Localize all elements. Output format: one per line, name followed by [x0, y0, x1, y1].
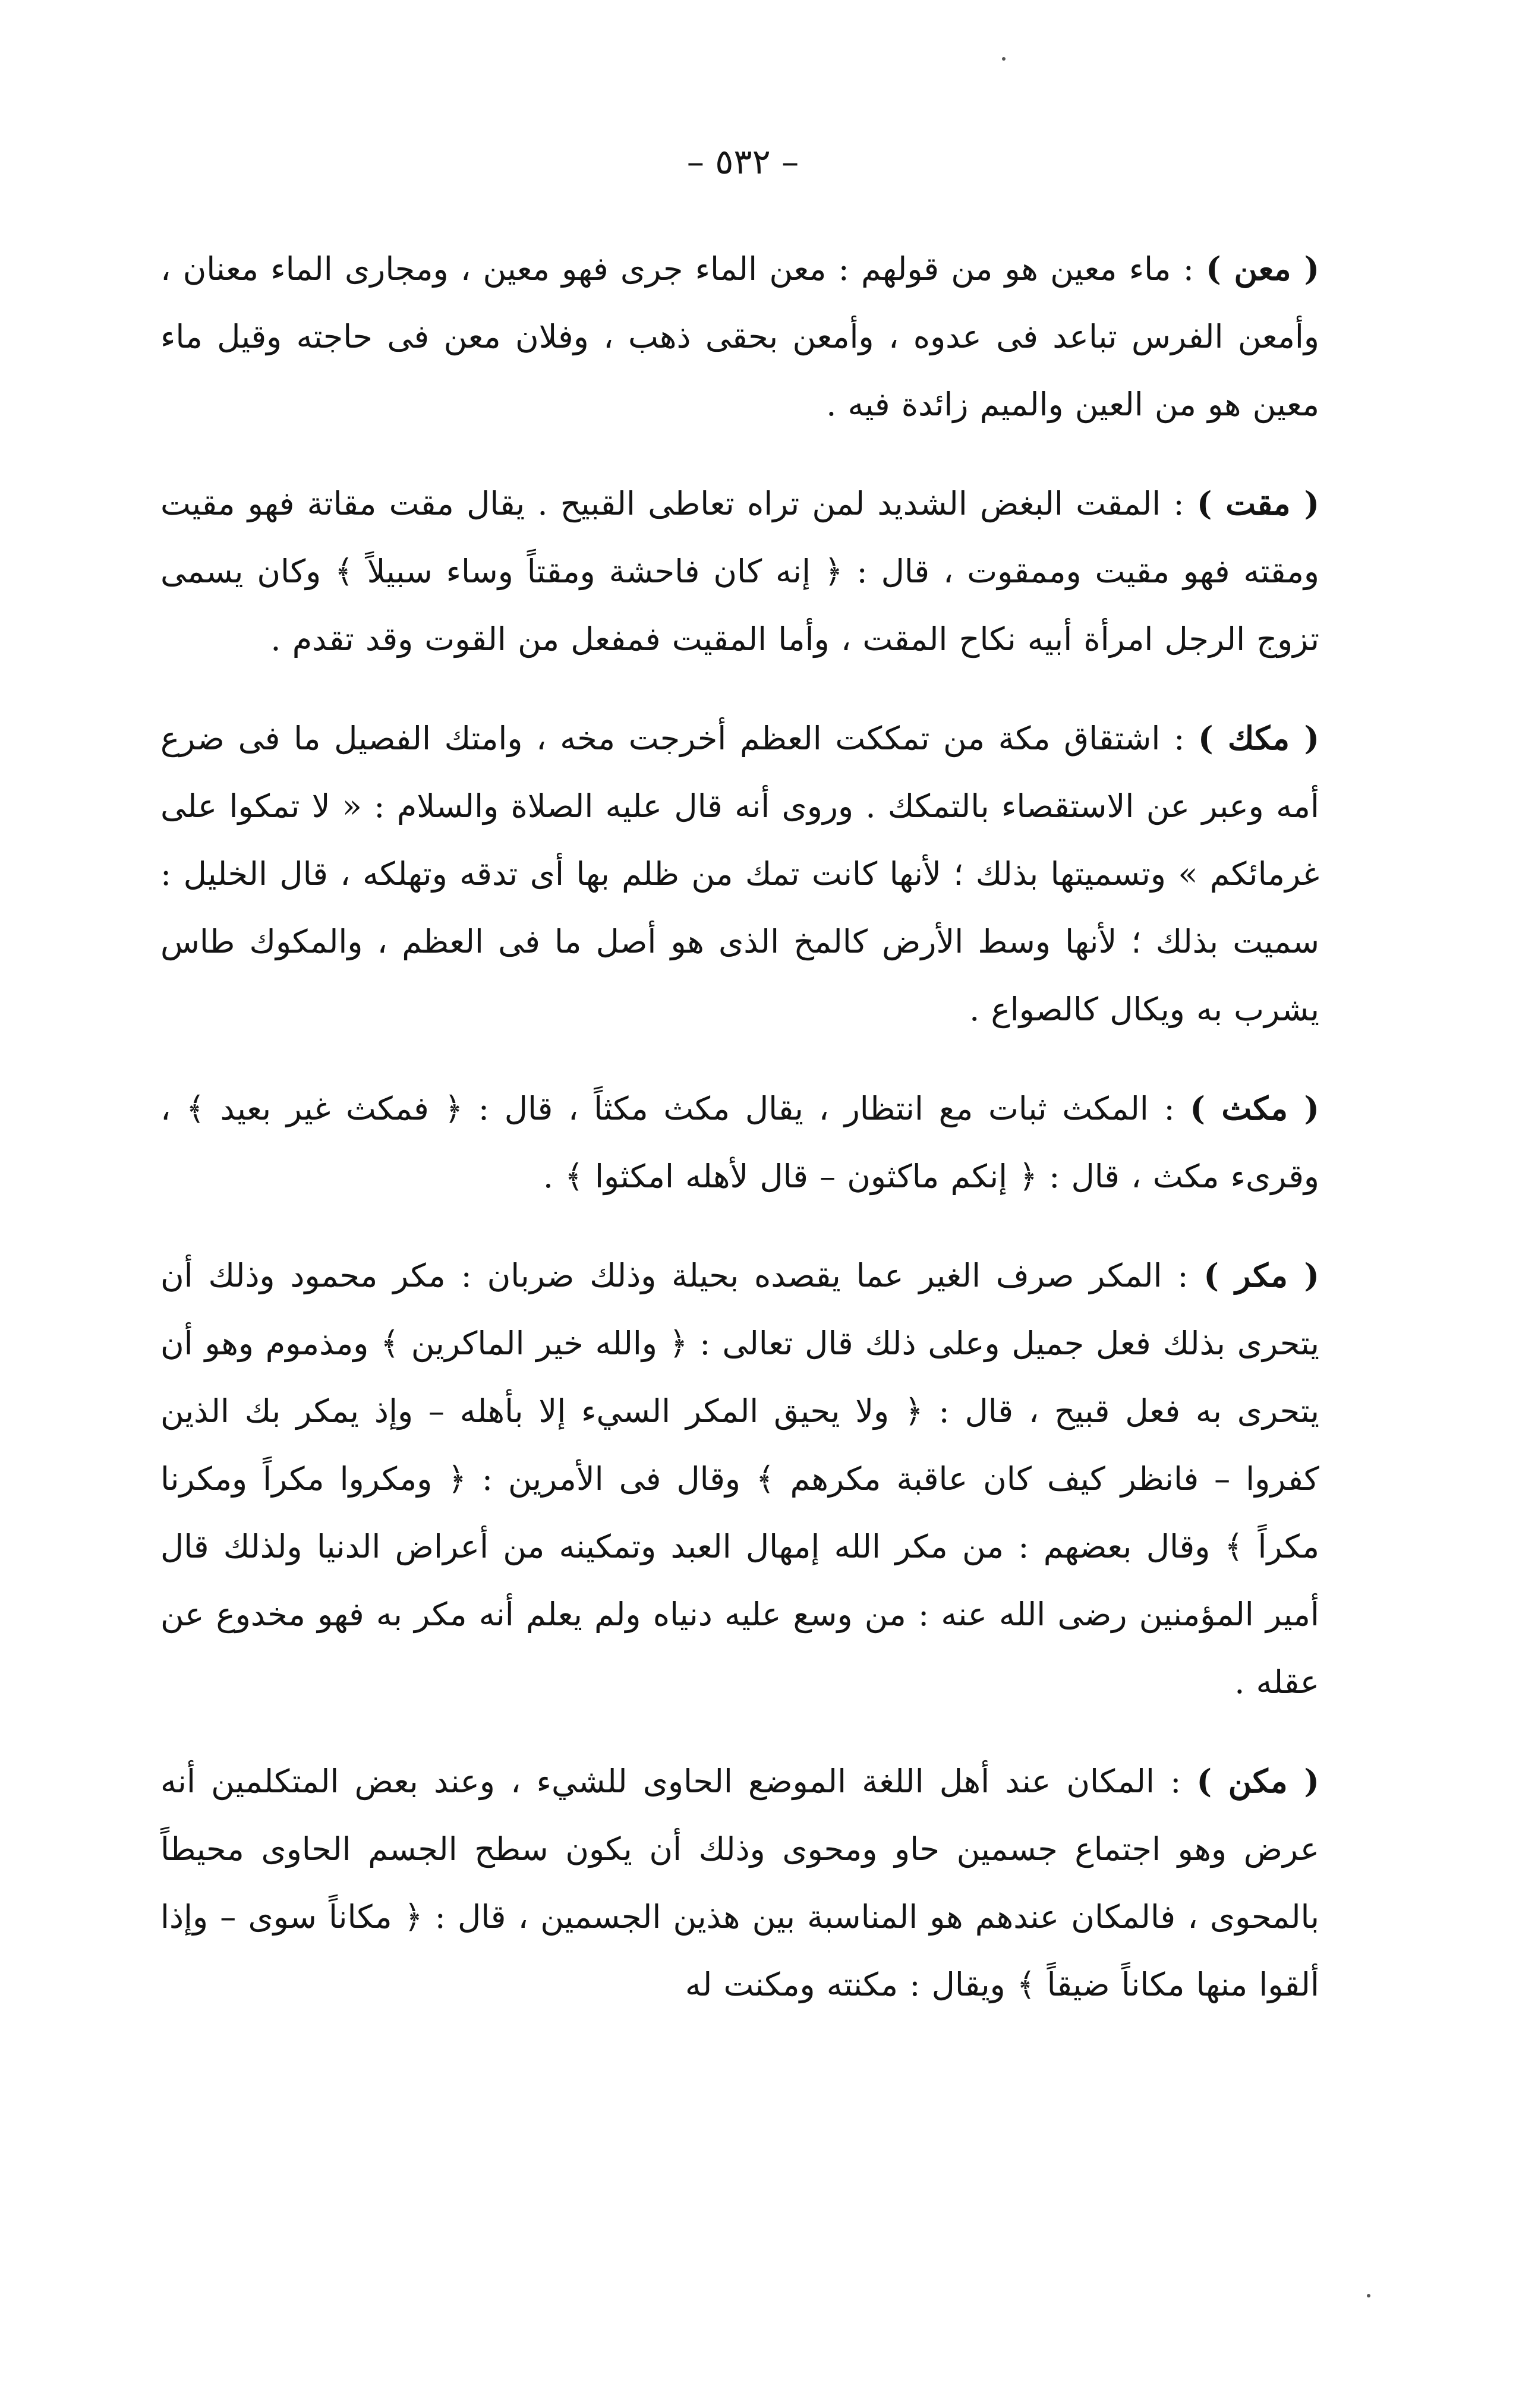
entry-makk [160, 704, 1319, 1044]
entry-headword: ( مكك ) [1197, 719, 1319, 757]
entry-text: : المقت البغض الشديد لمن تراه تعاطى القبيح . يقال مقت مقاتة فهو مقيت ومقته فهو مقيت وممقوت ، قال : ﴿ إنه كان فاحشة ومقتاً وساء سبيلاً ﴾ وكان يسمى تزوج الرجل امرأة أبيه نكاح المقت ، وأما المقيت فمفعل من القوت وقد تقدم . [160, 485, 1319, 658]
entry-text: : المكر صرف الغير عما يقصده بحيلة وذلك ضربان : مكر محمود وذلك أن يتحرى بذلك فعل جميل وعلى ذلك قال تعالى : ﴿ والله خير الماكرين ﴾ ومذموم وهو أن يتحرى به فعل قبيح ، قال : ﴿ ولا يحيق المكر السيء إلا بأهله – وإذ يمكر بك الذين كفروا – فانظر كيف كان عاقبة مكرهم ﴾ وقال فى الأمرين : ﴿ ومكروا مكراً ومكرنا مكراً ﴾ وقال بعضهم : من مكر الله إمهال العبد وتمكينه من أعراض الدنيا ولذلك قال أمير المؤمنين رضى الله عنه : من وسع عليه دنياه ولم يعلم أنه مكر به فهو مخدوع عن عقله . [160, 1257, 1319, 1701]
entry-headword: ( مكر ) [1203, 1256, 1319, 1294]
entry-makn [160, 1747, 1319, 2019]
entry-text: : المكث ثبات مع انتظار ، يقال مكث مكثاً ، قال : ﴿ فمكث غير بعيد ﴾ ، وقرىء مكث ، قال : ﴿ إنكم ماكثون – قال لأهله امكثوا ﴾ . [160, 1090, 1319, 1195]
entry-text: : ماء معين هو من قولهم : معن الماء جرى فهو معين ، ومجارى الماء معنان ، وأمعن الفرس تباعد فى عدوه ، وأمعن بحقى ذهب ، وفلان معن فى حاجته وقيل ماء معين هو من العين والميم زائدة فيه . [160, 250, 1319, 423]
scan-speck [1367, 2294, 1370, 2297]
entry-makth [160, 1074, 1319, 1211]
entry-maan [160, 235, 1319, 439]
entry-text: : اشتقاق مكة من تمككت العظم أخرجت مخه ، وامتك الفصيل ما فى ضرع أمه وعبر عن الاستقصاء بالتمكك . وروى أنه قال عليه الصلاة والسلام : « لا تمكوا على غرمائكم » وتسميتها بذلك ؛ لأنها كانت تمك من ظلم بها أى تدقه وتهلكه ، قال الخليل : سميت بذلك ؛ لأنها وسط الأرض كالمخ الذى هو أصل ما فى العظم ، والمكوك طاس يشرب به ويكال كالصواع . [160, 720, 1319, 1028]
scan-speck [1002, 57, 1006, 61]
entry-text: : المكان عند أهل اللغة الموضع الحاوى للشيء ، وعند بعض المتكلمين أنه عرض وهو اجتماع جسمين حاو ومحوى وذلك أن يكون سطح الجسم الحاوى محيطاً بالمحوى ، فالمكان عندهم هو المناسبة بين هذين الجسمين ، قال : ﴿ مكاناً سوى – وإذا ألقوا منها مكاناً ضيقاً ﴾ ويقال : مكنته ومكنت له [160, 1763, 1319, 2003]
entry-makr [160, 1241, 1319, 1716]
entry-headword: ( مكث ) [1190, 1089, 1319, 1127]
entry-headword: ( مكن ) [1196, 1762, 1319, 1800]
page-body [160, 235, 1319, 2050]
entry-headword: ( معن ) [1206, 250, 1320, 288]
page-number: – ٥٣٢ – [686, 141, 799, 182]
entry-headword: ( مقت ) [1196, 484, 1319, 522]
entry-maqt [160, 469, 1319, 673]
